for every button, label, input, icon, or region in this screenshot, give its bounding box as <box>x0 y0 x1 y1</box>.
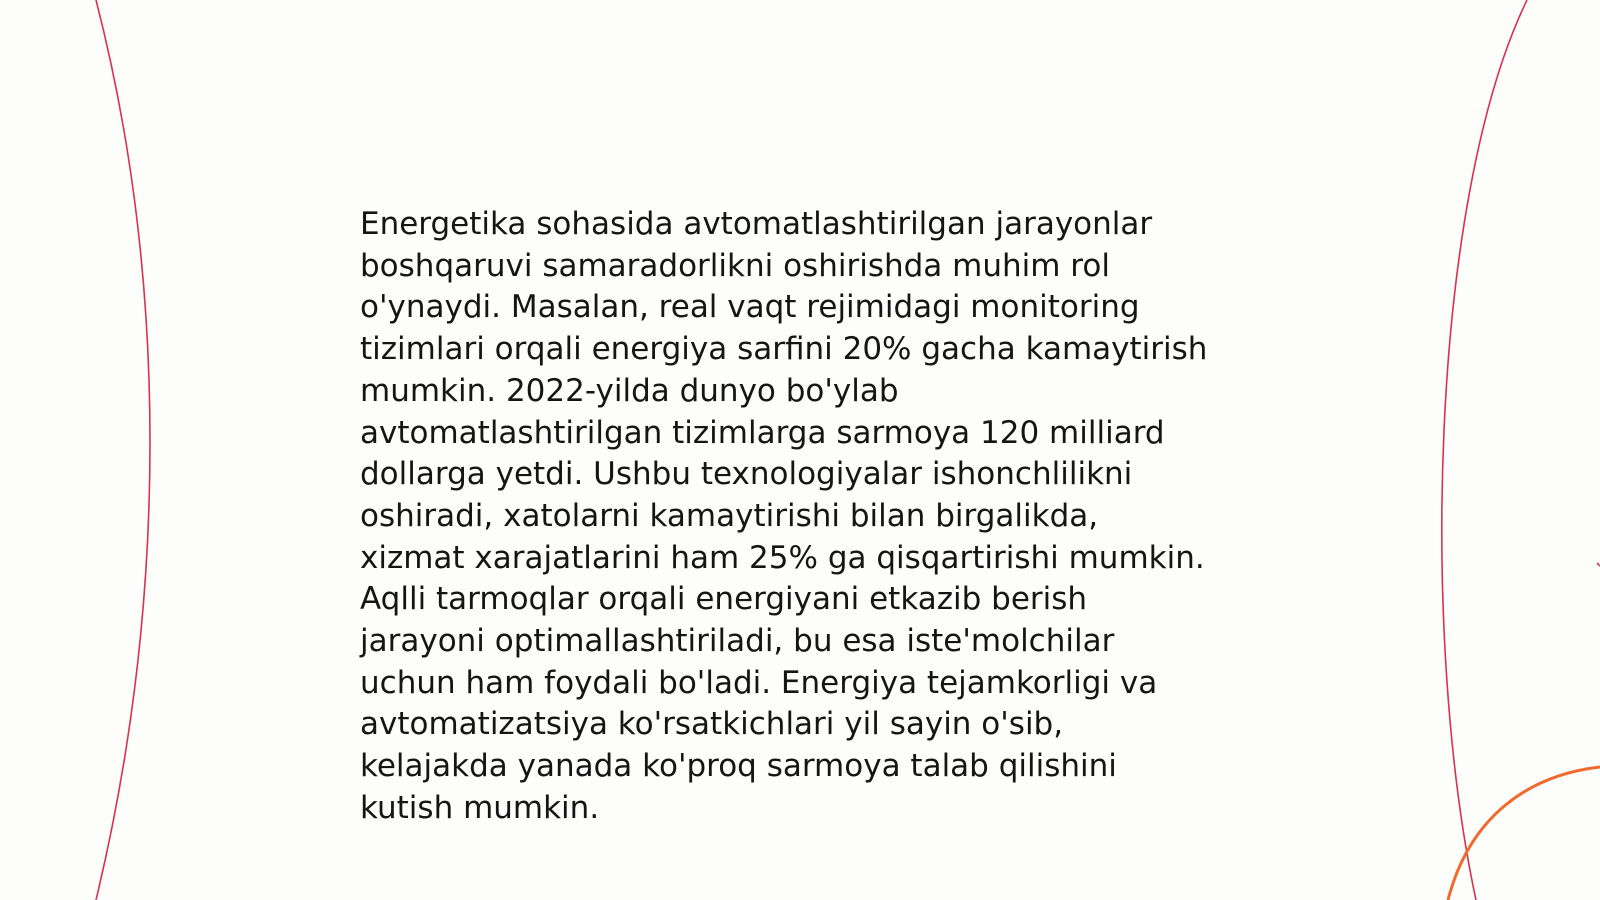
paragraph-line: jarayoni optimallashtiriladi, bu esa iste'molchilar <box>360 623 1115 660</box>
paragraph-line: xizmat xarajatlarini ham 25% ga qisqartirishi mumkin. <box>360 539 1205 576</box>
paragraph-line: dollarga yetdi. Ushbu texnologiyalar ishonchlilikni <box>360 456 1133 493</box>
paragraph-line: uchun ham foydali bo'ladi. Energiya tejamkorligi va <box>360 664 1158 701</box>
paragraph-line: tizimlari orqali energiya sarfini 20% gacha kamaytirish <box>360 331 1208 368</box>
paragraph-line: mumkin. 2022-yilda dunyo bo'ylab <box>360 372 899 409</box>
body-paragraph <box>360 204 1240 830</box>
paragraph-line: avtomatlashtirilgan tizimlarga sarmoya 120 milliard <box>360 414 1165 451</box>
paragraph-line: avtomatizatsiya ko'rsatkichlari yil sayin o'sib, <box>360 706 1064 743</box>
paragraph-line: Aqlli tarmoqlar orqali energiyani etkazib berish <box>360 581 1088 618</box>
paragraph-line: o'ynaydi. Masalan, real vaqt rejimidagi monitoring <box>360 289 1140 326</box>
left-arc-decoration <box>96 0 150 900</box>
right-arc-decoration <box>1442 0 1527 900</box>
paragraph-line: kutish mumkin. <box>360 789 600 826</box>
paragraph-line: Energetika sohasida avtomatlashtirilgan jarayonlar <box>360 206 1153 242</box>
orange-circle-decoration <box>1448 767 1600 900</box>
paragraph-line: oshiradi, xatolarni kamaytirishi bilan birgalikda, <box>360 497 1099 534</box>
paragraph-line: boshqaruvi samaradorlikni oshirishda muhim rol <box>360 247 1110 284</box>
paragraph-line: kelajakda yanada ko'proq sarmoya talab qilishini <box>360 748 1117 785</box>
